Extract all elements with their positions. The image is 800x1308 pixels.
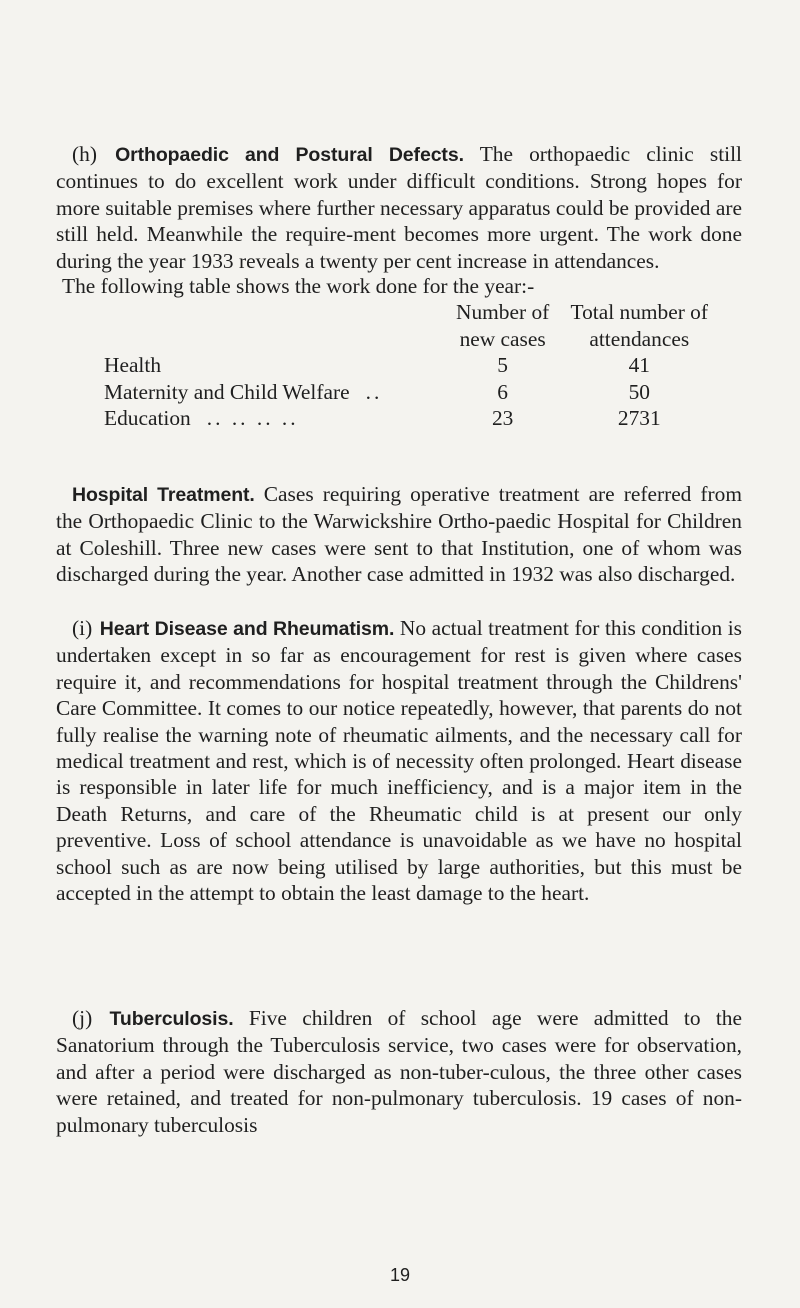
section-i-label: (i): [72, 616, 93, 640]
row-attendances: 41: [628, 353, 650, 378]
table-row: [104, 379, 729, 405]
row-new-cases: 6: [497, 379, 508, 404]
section-j-label: (j): [72, 1006, 93, 1030]
header-attendances-2: attendances: [589, 326, 690, 351]
table-section: [56, 273, 742, 431]
hospital-heading: Hospital Treatment.: [72, 484, 255, 506]
header-new-cases-1: Number of: [456, 300, 550, 325]
table-row: [104, 352, 729, 378]
section-j-text: Five children of school age were admitted to the Sanatorium through the Tuberculosis service, two cases were for observation, and after a period were discharged as non-tuber-culous, the three other cases were retained, and treated for non-pulmonary tuberculosis. 19 cases of non-pulmonary tuberculosis: [56, 1006, 742, 1137]
header-new-cases-2: new cases: [459, 326, 546, 351]
section-i-paragraph: [56, 615, 742, 906]
row-leader-dots: ..: [365, 379, 383, 404]
section-j-paragraph: [56, 1005, 742, 1138]
section-h-text: The orthopaedic clinic still continues to do excellent work under difficult conditions. Strong hopes for more suitable premises where further necessary apparatus could be provided are still held. Meanwhile the require-ment becomes more urgent. The work done during the year 1933 reveals a twenty per cent increase in attendances.: [56, 142, 742, 273]
section-h: [56, 141, 742, 274]
section-i-heading: Heart Disease and Rheumatism.: [99, 618, 395, 640]
row-attendances: 50: [628, 379, 650, 404]
section-h-heading: Orthopaedic and Postural Defects.: [115, 144, 464, 166]
row-attendances: 2731: [617, 406, 661, 431]
table-header-row: [104, 326, 729, 352]
row-category: Education: [104, 406, 191, 431]
section-j-heading: Tuberculosis.: [109, 1008, 234, 1030]
row-category: Maternity and Child Welfare: [104, 379, 350, 404]
section-h-paragraph: [56, 141, 742, 274]
section-i: [56, 615, 742, 906]
section-j: [56, 1005, 742, 1138]
attendance-table: [104, 299, 729, 431]
row-new-cases: 5: [497, 353, 508, 378]
row-category: Health: [104, 353, 162, 378]
table-row: [104, 405, 729, 431]
row-new-cases: 23: [491, 406, 514, 431]
hospital-paragraph: [56, 481, 742, 588]
section-h-label: (h): [72, 142, 97, 166]
header-attendances-1: Total number of: [570, 300, 709, 325]
page-number: 19: [389, 1265, 411, 1285]
table-header-row: [104, 299, 729, 325]
hospital-text: Cases requiring operative treatment are referred from the Orthopaedic Clinic to the Warwickshire Ortho-paedic Hospital for Children at Coleshill. Three new cases were sent to that Institution, one of whom was discharged during the year. Another case admitted in 1932 was also discharged.: [56, 482, 742, 587]
hospital-treatment-section: [56, 481, 742, 588]
section-i-text: No actual treatment for this condition is undertaken except in so far as encouragement for rest is given where cases require it, and recommendations for hospital treatment through the Childrens' Care Committee. It comes to our notice repeatedly, however, that parents do not fully realise the warning note of rheumatic ailments, and the necessary call for medical treatment and rest, which is of necessity often prolonged. Heart disease is responsible in later life for much inefficiency, and is a major item in the Death Returns, and care of the Rheumatic child is at present our only preventive. Loss of school attendance is unavoidable as we have no hospital school such as are now being utilised by large authorities, but this must be accepted in the attempt to obtain the least damage to the heart.: [56, 616, 742, 906]
table-intro: The following table shows the work done for the year:-: [62, 274, 535, 298]
row-leader-dots: .. .. .. ..: [206, 406, 299, 431]
